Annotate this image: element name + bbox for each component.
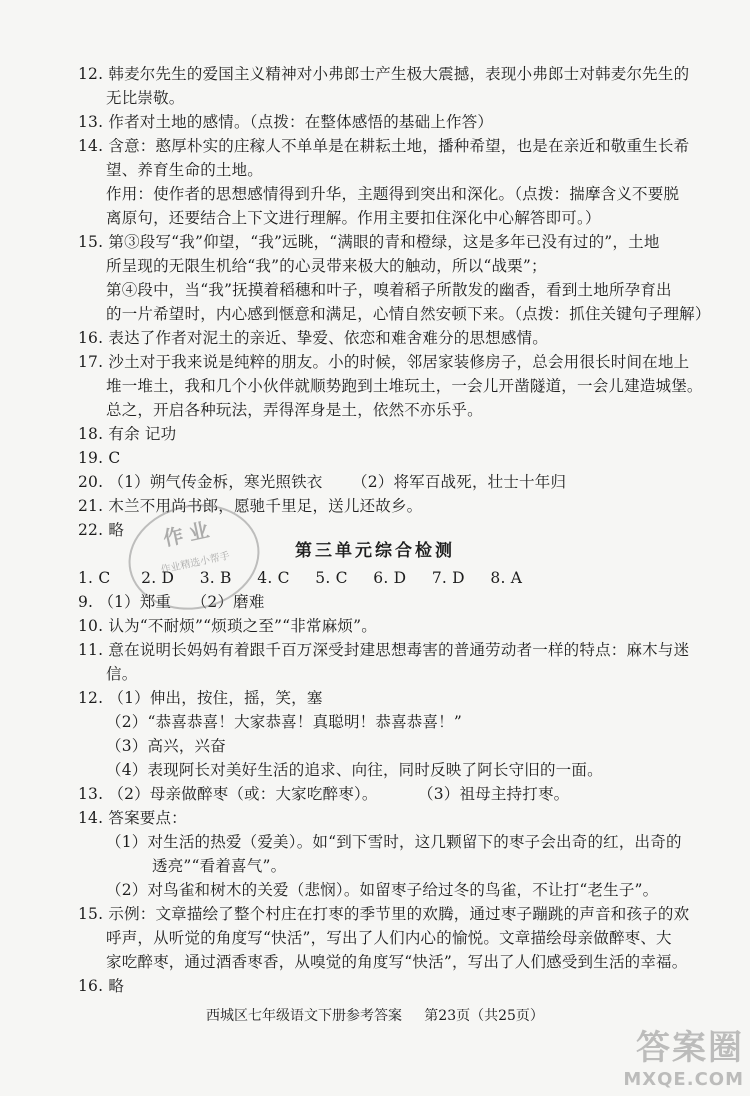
stamp-text-top: 作业 <box>161 516 217 551</box>
section-heading: 第三单元综合检测 <box>295 541 455 561</box>
watermark-logo <box>623 1020 744 1090</box>
stamp-text-bottom: 作业精选小帮手 <box>159 550 231 577</box>
page-footer: 西城区七年级语文下册参考答案 第23页（共25页） <box>206 1008 544 1024</box>
watermark-text-top: 答案圈 <box>636 1028 744 1068</box>
answer-page: 12. 韩麦尔先生的爱国主义精神对小弗郎士产生极大震撼，表现小弗郎士对韩麦尔先生的 无比崇敬。 13. 作者对土地的感情。（点拨：在整体感悟的基础上作答） 14. 含意：憨厚朴实的庄稼人不单单是在耕耘土地，播种希望，也是在亲近和敬重生长希 望、养育生命的土地。 作用：使作者的思想感情得到升华，主题得到突出和深化。（点拨：揣摩含义不要脱 离原句，还要结合上下文进行理解。作用主要扣住深化中心解答即可。） 15. 第③段写“我”仰望，“我”远眺，“满眼的青和橙绿，这是多年已没有过的”，土地 所呈现的无限生机给“我”的心灵带来极大的触动，所以“战栗”； 第④段中，当“我”抚摸着稻穗和叶子，嗅着稻子所散发的幽香，看到土地所孕育出 的一片希望时，内心感到惬意和满足，心情自然安顿下来。（点拨：抓住关键句子理解） 16. 表达了作者对泥土的亲近、挚爱、依恋和难舍难分的思想感情。 17. 沙土对于我来说是纯粹的朋友。小的时候，邻居家装修房子，总会用很长时间在地上 堆一堆土，我和几个小伙伴就顺势跑到土堆玩土，一会儿开凿隧道，一会儿建造城堡。 总之，开启各种玩法，弄得浑身是土，依然不亦乐乎。 18. 有余 记功 19. C 20. （1）朔气传金柝，寒光照铁衣 （2）将军百战死，壮士十年归 21. 木兰不用尚书郎，愿驰千里足，送儿还故乡。 22. 略 第三单元综合检测 1. C 2. D 3. B 4. C 5. C 6. D 7. D 8. A 9. （1）郑重 （2）磨难 10. 认为“不耐烦”“烦琐之至”“非常麻烦”。 11. 意在说明长妈妈有着跟千百万深受封建思想毒害的普通劳动者一样的特点：麻木与迷 信。 12. （1）伸出，按住，摇，笑，塞 （2）“恭喜恭喜！大家恭喜！真聪明！恭喜恭喜！” （3）高兴，兴奋 （4）表现阿长对美好生活的追求、向往，同时反映了阿长守旧的一面。 13. （2）母亲做醉枣（或：大家吃醉枣）。 （3）祖母主持打枣。 14. 答案要点： （1）对生活的热爱（爱美）。如“到下雪时，这几颗留下的枣子会出奇的红，出奇的 透亮”“看着喜气”。 （2）对鸟雀和树木的关爱（悲悯）。如留枣子给过冬的鸟雀，不让打“老生子”。 15. 示例：文章描绘了整个村庄在打枣的季节里的欢腾，通过枣子蹦跳的声音和孩子的欢 呼声，从听觉的角度写“快活”，写出了人们内心的愉悦。文章描绘母亲做醉枣、大 家吃醉枣，通过酒香枣香，从嗅觉的角度写“快活”，写出了人们感受到生活的幸福。 16. 略 西城区七年级语文下册参考答案 第23页（共25页） 作业 作业精选小帮手 答案圈 MXQE.COM <box>0 0 750 1096</box>
watermark-text-bottom: MXQE.COM <box>623 1069 744 1090</box>
